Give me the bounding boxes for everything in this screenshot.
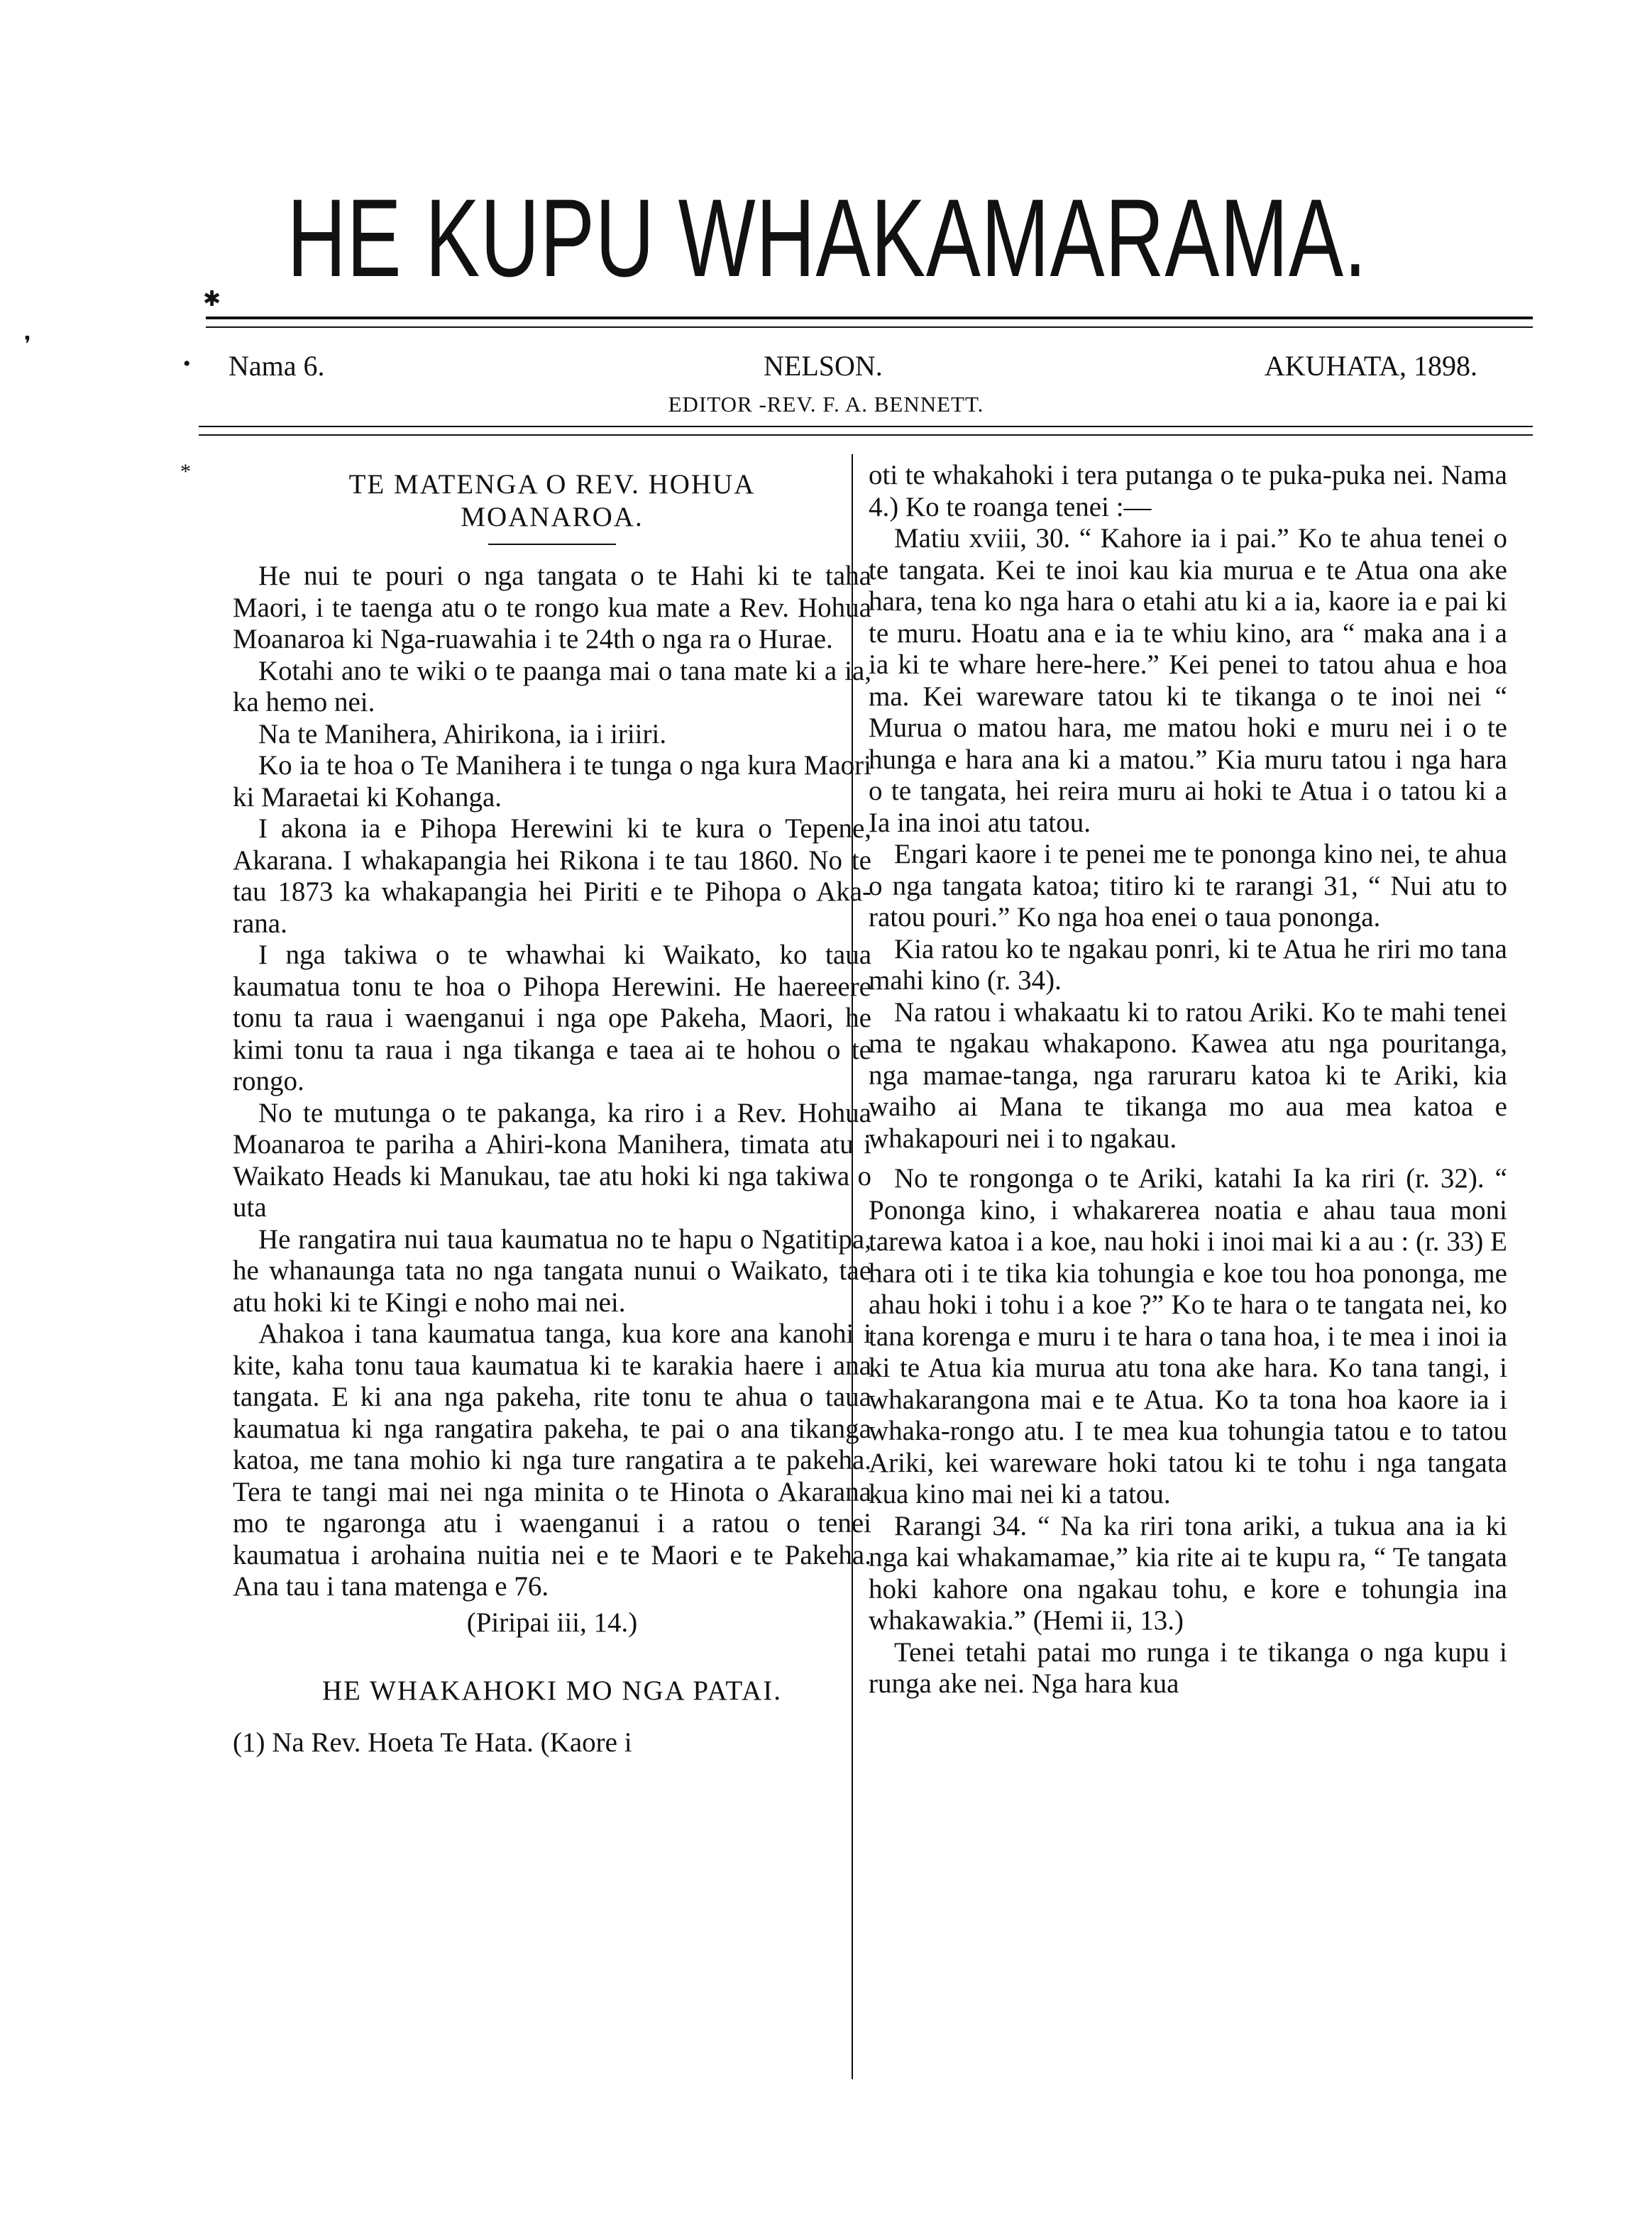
bullet-mark: • [183,352,191,375]
paragraph: Ahakoa i tana kaumatua tanga, kua kore ana kanohi i kite, kaha tonu taua kaumatua ki te karakia haere i ana tangata. E ki ana nga pakeha, rite tonu te ahua o taua kaumatua ki nga rangatira pakeha, te pai o ana tikanga katoa, me tana mohio ki nga ture rangatira a te pakeha. Tera te tangi mai nei nga minita o te Hinota o Akarana mo te ngaronga atu i waenganui i a ratou o tenei kaumatua i arohaina nuitia nei e te Maori e te Pakeha. Ana tau i tana matenga e 76. [233,1319,871,1602]
paragraph: Na ratou i whakaatu ki to ratou Ariki. Ko te mahi tenei ma te ngakau whakapono. Kawea atu nga pouritanga, nga mamae-tanga, nga raruraru katoa ki te Ariki, kia waiho ai Mana te tikanga mo aua mea katoa e whakapouri nei i to ngakau. [869,996,1507,1154]
paragraph: I nga takiwa o te whawhai ki Waikato, ko taua kaumatua tonu te hoa o Pihopa Herewini. He haereere tonu ta raua i waenganui i nga ope Pakeha, Maori, he kimi tonu ta raua i nga tikanga e taea ai te hohou o te rongo. [233,940,871,1096]
obituary-heading [233,468,871,534]
issue-date: AKUHATA, 1898. [1264,350,1477,382]
margin-mark: ❜ [24,333,31,356]
paragraph: (1) Na Rev. Hoeta Te Hata. (Kaore i [233,1727,632,1758]
header-rule-1 [199,426,1533,427]
issue-number: Nama 6. [228,350,325,382]
ornament-mark: ✱ [203,287,221,311]
right-column [869,460,1507,1700]
paragraph: Tenei tetahi patai mo runga i te tikanga o nga kupu i runga ake nei. Nga hara kua [869,1636,1507,1699]
paragraph: Rarangi 34. “ Na ka riri tona ariki, a tukua ana ia ki nga kai whakamamae,” kia rite ai te kupu ra, “ Te tangata hoki kahore ona ngakau tohu, e kore e tohungia ina whakawakia.” (Hemi ii, 13.) [869,1510,1507,1636]
paragraph: No te rongonga o te Ariki, katahi Ia ka riri (r. 32). “ Pononga kino, i whakarerea noatia e ahau taua moni tarewa katoa i a koe, nau hoki i inoi mai ki a au : (r. 33) E hara oti i te tika kia tohungia e koe tou hoa pononga, me ahau hoki i tohu i a koe ?” Ko te hara o te tangata nei, ko tana korenga e muru i te hara o tana hoa, i te mea i inoi ia ki te Atua kia murua atu tona ake hara. Ko tana tangi, i whakarangona mai e te Atua. Ko ta tona hoa kaore ia i whaka-rongo atu. I te mea kua tohungia tatou e to tatou Ariki, kei wareware hoki tatou ki te tohu i nga tangata kua kino mai nei ki a tatou. [869,1163,1507,1509]
paragraph: No te mutunga o te pakanga, ka riro i a Rev. Hohua Moanaroa te pariha a Ahiri-kona Manihera, timata atu i Waikato Heads ki Manukau, tae atu hoki ki nga takiwa o uta [233,1097,871,1223]
obituary-heading-line2: MOANAROA. [461,502,644,532]
paragraph: Na te Manihera, Ahirikona, ia i iriiri. [258,718,667,749]
top-rule-thick [206,316,1533,319]
obituary-heading-line1: TE MATENGA O REV. HOHUA [348,469,756,500]
scripture-citation: (Piripai iii, 14.) [466,1607,638,1638]
header-rule-2 [199,434,1533,436]
paragraph: Engari kaore i te penei me te pononga kino nei, te ahua o nga tangata katoa; titiro ki te rarangi 31, “ Nui atu to ratou pouri.” Ko nga hoa enei o taua pononga. [869,839,1507,932]
editor-line: EDITOR -REV. F. A. BENNETT. [668,392,984,417]
top-rule-thin [206,326,1533,328]
masthead-title: HE KUPU WHAKAMARAMA. [287,177,1367,300]
paragraph: Kotahi ano te wiki o te paanga mai o tana mate ki a ia, ka hemo nei. [233,655,871,717]
dateline [228,346,1477,386]
paragraph: oti te whakahoki i tera putanga o te puka-puka nei. Nama 4.) Ko te roanga tenei :— [869,460,1507,522]
heading-divider [488,544,616,545]
paragraph: He nui te pouri o nga tangata o te Hahi ki te taha Maori, i te taenga atu o te rongo kua mate a Rev. Hohua Moanaroa ki Nga-ruawahia i te 24th o nga ra o Hurae. [233,561,871,654]
paragraph: He rangatira nui taua kaumatua no te hapu o Ngatitipa, he whanaunga tata no nga tangata nunui o Waikato, tae atu hoki ki te Kingi e noho mai nei. [233,1223,871,1318]
issue-place: NELSON. [764,350,883,382]
paragraph: Ko ia te hoa o Te Manihera i te tunga o nga kura Maori ki Maraetai ki Kohanga. [233,750,871,813]
paragraph: I akona ia e Pihopa Herewini ki te kura o Tepene, Akarana. I whakapangia hei Rikona i te tau 1860. No te tau 1873 ka whakapangia hei Piriti e te Pihopa o Aka-rana. [233,813,871,939]
paragraph: Kia ratou ko te ngakau ponri, ki te Atua he riri mo tana mahi kino (r. 34). [869,933,1507,996]
left-column [233,460,871,1758]
answers-heading: HE WHAKAHOKI MO NGA PATAI. [322,1675,782,1706]
margin-asterisk: * [180,460,191,483]
paragraph: Matiu xviii, 30. “ Kahore ia i pai.” Ko te ahua tenei o te tangata. Kei te inoi kau kia murua e te Atua ona ake hara, tena ko nga hara o etahi atu ki a ia, kaore ia e pai ki te muru. Hoatu ana e ia te whiu kino, ara “ maka ana i a ia ki te whare here-here.” Kei penei to tatou ahua e hoa ma. Kei wareware tatou ki te tikanga o te inoi nei “ Murua o matou hara, me matou hoki e muru nei i o te hunga e hara ana ki a matou.” Kia muru tatou i nga hara o te tangata, hei reira muru ai hoki te Atua i o tatou ki a Ia ina inoi atu tatou. [869,523,1507,838]
